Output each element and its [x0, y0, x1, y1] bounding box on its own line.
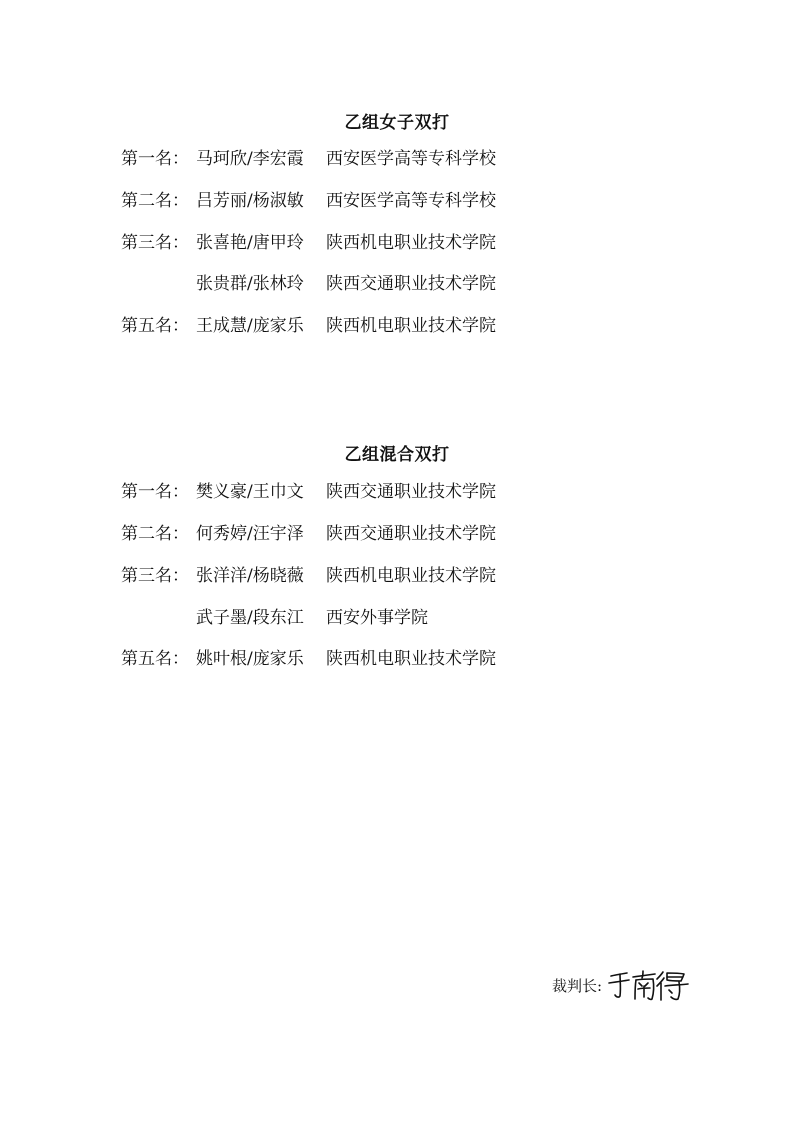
result-row: [121, 315, 496, 337]
player-names: 武子墨/段东江: [196, 608, 304, 628]
result-row: [121, 648, 496, 670]
school-name: 陕西交通职业技术学院: [326, 482, 496, 502]
school-name: 西安医学高等专科学校: [326, 191, 496, 211]
player-names: 姚叶根/庞家乐: [196, 649, 304, 669]
school-name: 陕西机电职业技术学院: [326, 566, 496, 586]
result-row: [121, 523, 496, 545]
result-row: [121, 232, 496, 254]
handwritten-signature: [607, 968, 691, 1002]
school-name: 西安医学高等专科学校: [326, 149, 496, 169]
result-row: [121, 190, 496, 212]
rank-label: 第一名：: [121, 149, 189, 169]
school-name: 西安外事学院: [326, 608, 428, 628]
rank-label: 第二名：: [121, 524, 189, 544]
result-row: [121, 273, 496, 295]
rank-label: 第一名：: [121, 482, 189, 502]
player-names: 吕芳丽/杨淑敏: [196, 191, 304, 211]
section-title-mixed-doubles: 乙组混合双打: [344, 445, 450, 465]
section-title-womens-doubles: 乙组女子双打: [344, 113, 450, 133]
result-row: [121, 607, 428, 629]
rank-label: 第二名：: [121, 191, 189, 211]
player-names: 王成慧/庞家乐: [196, 316, 304, 336]
school-name: 陕西交通职业技术学院: [326, 274, 496, 294]
rank-label: 第三名：: [121, 566, 189, 586]
school-name: 陕西机电职业技术学院: [326, 316, 496, 336]
player-names: 何秀婷/汪宇泽: [196, 524, 304, 544]
player-names: 樊义豪/王巾文: [196, 482, 304, 502]
head-referee-block: [552, 968, 691, 998]
rank-label: 第五名：: [121, 649, 189, 669]
rank-label: 第三名：: [121, 233, 189, 253]
player-names: 张贵群/张林玲: [196, 274, 304, 294]
result-row: [121, 481, 496, 503]
school-name: 陕西交通职业技术学院: [326, 524, 496, 544]
result-row: [121, 565, 496, 587]
player-names: 马珂欣/李宏霞: [196, 149, 304, 169]
school-name: 陕西机电职业技术学院: [326, 233, 496, 253]
rank-label: 第五名：: [121, 316, 189, 336]
result-row: [121, 148, 496, 170]
player-names: 张喜艳/唐甲玲: [196, 233, 304, 253]
school-name: 陕西机电职业技术学院: [326, 649, 496, 669]
head-referee-label: 裁判长:: [552, 976, 603, 995]
player-names: 张洋洋/杨晓薇: [196, 566, 304, 586]
